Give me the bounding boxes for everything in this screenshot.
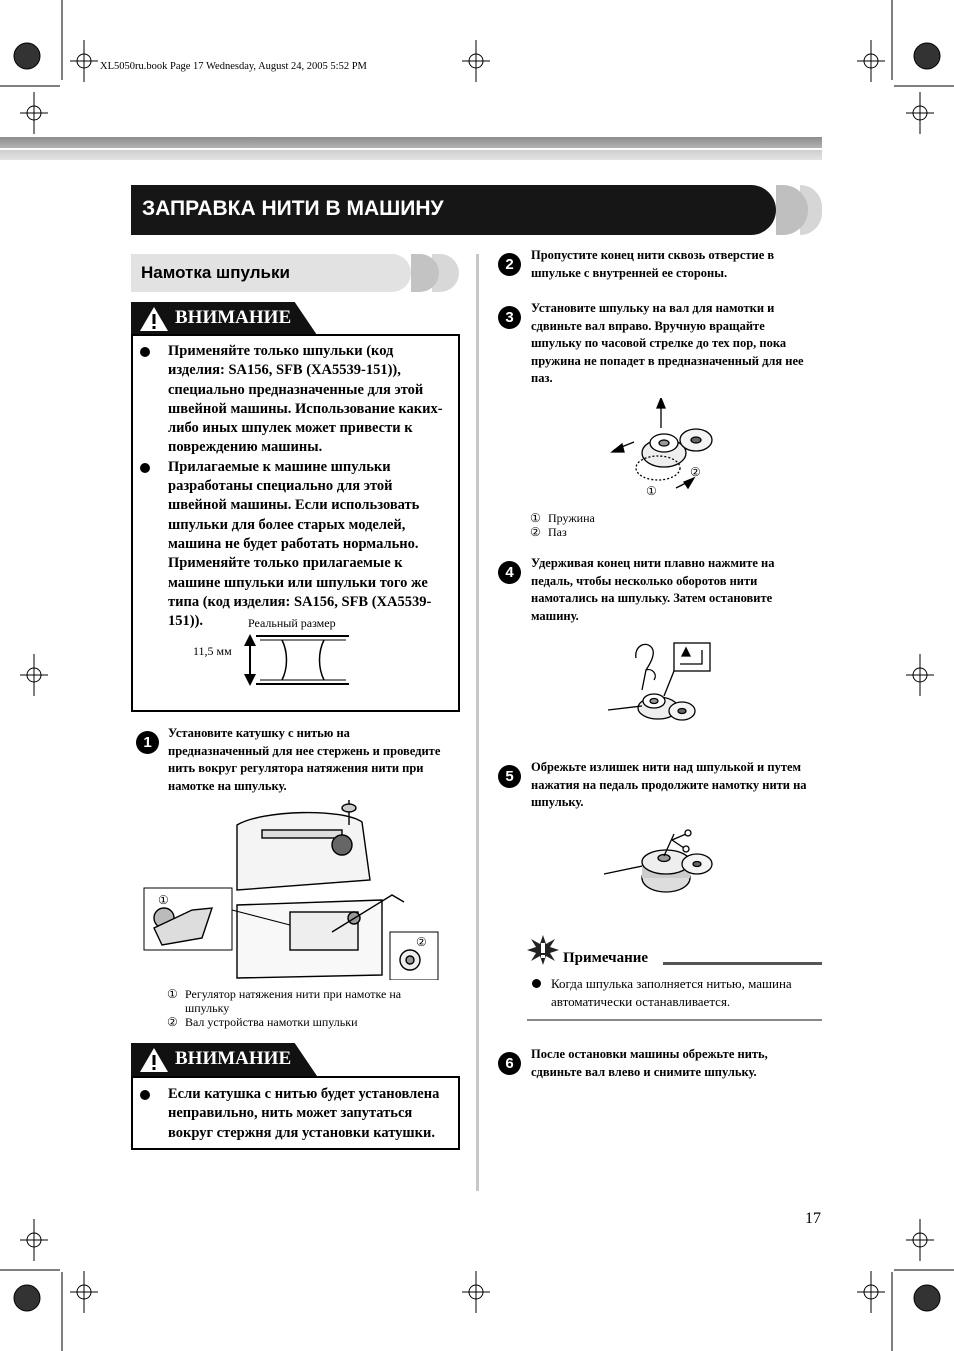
warning-triangle-icon [139,306,169,332]
bobbin-size-figure [236,632,356,690]
header-band-dark [0,137,822,148]
note-rule [663,962,822,965]
note-bottom-rule [527,1019,822,1021]
caution-bullets [140,1085,452,1143]
caption-item: ② Паз [530,525,567,539]
bullet-icon [140,463,150,473]
page-number: 17 [805,1210,821,1227]
figure-marker: ① [158,893,169,907]
warning-triangle-icon [139,1047,169,1073]
step-number: 6 [498,1052,521,1075]
caution-bullet: Применяйте только шпульки (код изделия: SA156, SFB (XA5539-151)), специально предназначенные для этой швейной машины. Использование каких-либо иных шпулек может привести к повреждению машины. [140,342,452,458]
note-burst-icon [527,935,559,965]
step-text: Обрежьте излишек нити над шпулькой и путем нажатия на педаль продолжите намотку нити на шпульку. [531,760,807,809]
step-number: 5 [498,765,521,788]
real-size-label: Реальный размер [248,616,336,630]
bobbin-dimension: 11,5 мм [193,644,232,658]
figure-marker: ② [690,465,701,479]
print-header-meta: XL5050ru.book Page 17 Wednesday, August 24, 2005 5:52 PM [100,61,367,72]
caution-bullet: Прилагаемые к машине шпульки разработаны специально для этой швейной машины. Если использовать шпульки для более старых моделей, машина не будет работать нормально. Применяйте только прилагаемые к машине шпульки или шпульки того же типа (код изделия: SA156, SFB (XA5539-151)). [140,458,452,632]
caution-label: ВНИМАНИЕ [175,307,292,328]
caption-item: ① Регулятор натяжения нити при намотке на шпульку [167,987,402,1015]
column-divider [476,254,479,1191]
note-item: Когда шпулька заполняется нитью, машина автоматически останавливается. [527,975,822,1011]
step-text: Установите катушку с нитью на предназначенный для нее стержень и проведите нить вокруг регулятора натяжения нити при намотке на шпульку. [168,726,441,793]
section-subtitle: Намотка шпульки [141,263,290,282]
step-text: Удерживая конец нити плавно нажмите на педаль, чтобы несколько оборотов нити намотались на шпульку. Затем остановите машину. [531,556,775,623]
caution-label: ВНИМАНИЕ [175,1048,292,1069]
step-number: 1 [136,731,159,754]
caution-bullets [140,342,452,631]
caution-bullet: Если катушка с нитью будет установлена неправильно, нить может запутаться вокруг стержня для установки катушки. [140,1085,452,1143]
sewing-machine-figure [142,800,442,980]
figure-marker: ① [646,484,657,498]
step-number: 3 [498,306,521,329]
bobbin-trim-figure [602,826,720,898]
step-number: 4 [498,561,521,584]
figure-captions [530,511,730,539]
step-text: Пропустите конец нити сквозь отверстие в шпульке с внутренней ее стороны. [531,248,775,280]
bullet-icon [140,347,150,357]
bobbin-spring-figure [604,398,724,502]
bullet-icon [532,979,541,988]
bullet-icon [140,1090,150,1100]
note-title: Примечание [563,950,649,966]
figure-marker: ② [416,935,427,949]
bobbin-winding-hand-figure [606,638,718,728]
caption-item: ① Пружина [530,511,595,525]
figure-captions [167,987,447,1029]
caption-item: ② Вал устройства намотки шпульки [167,1015,358,1029]
page-title: ЗАПРАВКА НИТИ В МАШИНУ [142,197,444,220]
step-text: После остановки машины обрежьте нить, сдвиньте вал влево и снимите шпульку. [531,1047,768,1079]
step-text: Установите шпульку на вал для намотки и сдвиньте вал вправо. Вручную вращайте шпульку по часовой стрелке до тех пор, пока пружина не попадет в предназначенный для нее паз. [531,301,804,385]
note-items [527,975,822,1011]
step-number: 2 [498,253,521,276]
header-band-light [0,150,822,160]
